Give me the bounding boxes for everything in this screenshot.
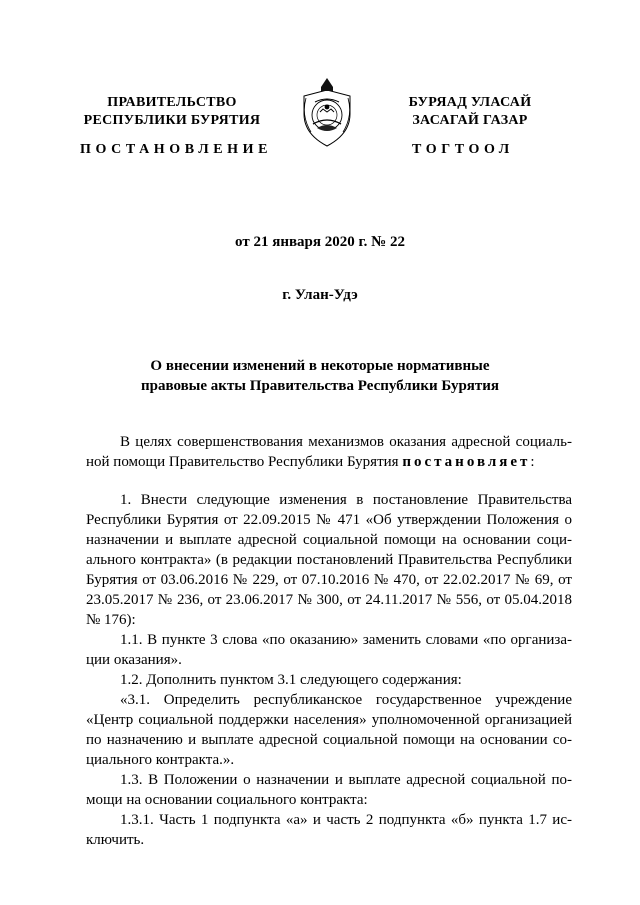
p1-2-line: 1.2. Дополнить пунктом 3.1 следующего содержания: xyxy=(120,672,462,688)
coat-of-arms-icon xyxy=(297,76,357,150)
p1-1-line: 1.1. В пункте 3 слова «по оказанию» заменить словами «по организа- xyxy=(120,632,572,648)
p3-1-line: по назначению и выплате адресной социальной помощи на основании со- xyxy=(86,732,572,748)
city-line: г. Улан-Удэ xyxy=(282,287,358,303)
header-left-line-2: РЕСПУБЛИКИ БУРЯТИЯ xyxy=(83,113,261,128)
title-line-1: О внесении изменений в некоторые нормативные xyxy=(150,358,490,374)
p3-1-line: «Центр социальной поддержки населения» уполномоченной организацией xyxy=(86,712,572,728)
preamble-line-1: В целях совершенствования механизмов оказания адресной социаль- xyxy=(120,434,572,450)
date-number-line: от 21 января 2020 г. № 22 xyxy=(235,234,405,250)
p1-3-line: мощи на основании социального контракта: xyxy=(86,792,368,808)
preamble-line-2 xyxy=(86,452,572,472)
header-left-line-1: ПРАВИТЕЛЬСТВО xyxy=(107,95,237,110)
p1-1-line: ции оказания». xyxy=(86,652,182,668)
doc-type-bua: ТОГТООЛ xyxy=(412,142,514,157)
preamble xyxy=(86,432,572,472)
p3-1-line: «3.1. Определить республиканское государственное учреждение xyxy=(120,692,572,708)
header-left xyxy=(60,94,284,130)
header-right-line-2: ЗАСАГАЙ ГАЗАР xyxy=(412,113,528,128)
p1-3-1-line: ключить. xyxy=(86,832,145,848)
preamble-text: ной помощи Правительство Республики Бурятия xyxy=(86,454,403,470)
p1-3-line: 1.3. В Положении о назначении и выплате адресной социальной по- xyxy=(120,772,572,788)
header-right-line-1: БУРЯАД УЛАСАЙ xyxy=(408,95,532,110)
p1-3-1-line: 1.3.1. Часть 1 подпункта «а» и часть 2 подпункта «б» пункта 1.7 ис- xyxy=(120,812,572,828)
decree-word: постановляет xyxy=(402,454,531,470)
p1-line: 23.05.2017 № 236, от 23.06.2017 № 300, от 24.11.2017 № 556, от 05.04.2018 xyxy=(86,592,572,608)
document-title xyxy=(0,356,640,396)
p1-line: Бурятия от 03.06.2016 № 229, от 07.10.2016 № 470, от 22.02.2017 № 69, от xyxy=(86,572,572,588)
p1-line: Республики Бурятия от 22.09.2015 № 471 «Об утверждении Положения о xyxy=(86,512,572,528)
doc-type-ru: ПОСТАНОВЛЕНИЕ xyxy=(80,142,273,157)
p1-line: назначении и выплате адресной социальной помощи на основании соци- xyxy=(86,532,572,548)
preamble-colon: : xyxy=(530,454,535,470)
p1-line: 1. Внести следующие изменения в постановление Правительства xyxy=(120,492,572,508)
paragraph-1 xyxy=(86,490,572,850)
p1-line: ального контракта» (в редакции постановлений Правительства Республики xyxy=(86,552,572,568)
header-right xyxy=(360,94,580,130)
title-line-2: правовые акты Правительства Республики Бурятия xyxy=(140,378,500,394)
p3-1-line: циального контракта.». xyxy=(86,752,235,768)
p1-line: № 176): xyxy=(86,612,136,628)
